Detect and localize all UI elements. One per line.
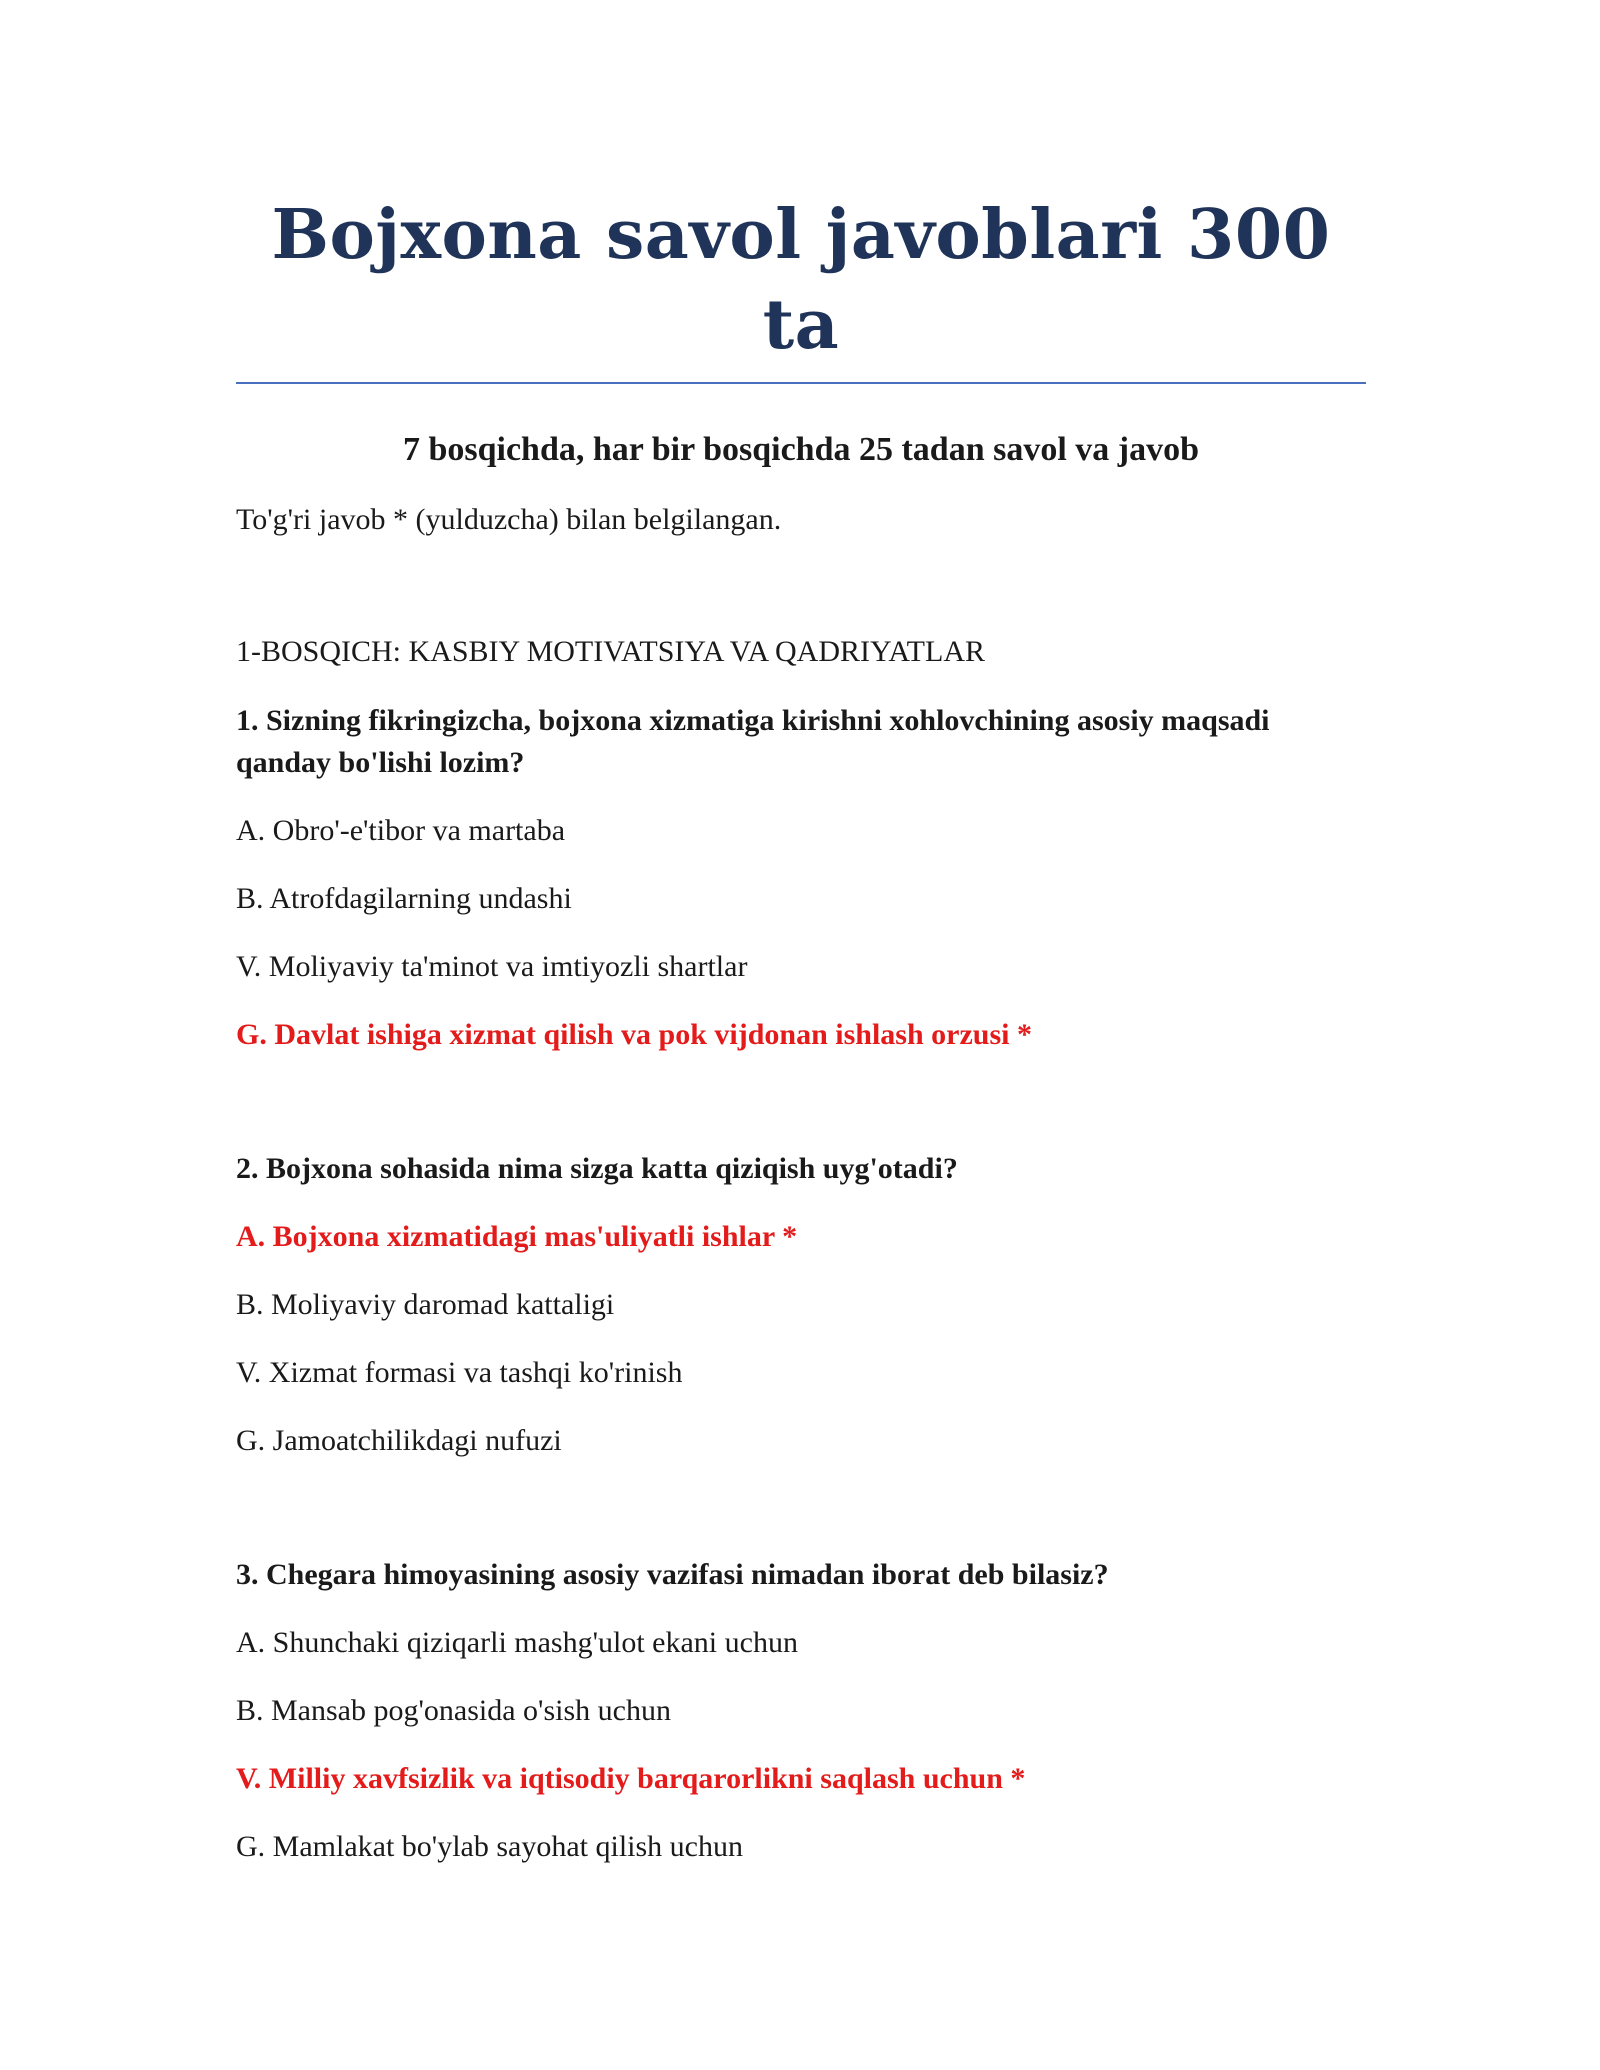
answer-option: B. Moliyaviy daromad kattaligi — [236, 1288, 615, 1321]
answer-option: B. Atrofdagilarning undashi — [236, 882, 572, 915]
answer-option: A. Obro'-e'tibor va martaba — [236, 814, 566, 847]
question-text: 2. Bojxona sohasida nima sizga katta qiziqish uyg'otadi? — [236, 1152, 958, 1185]
document-page — [236, 0, 1366, 1868]
answer-option: V. Moliyaviy ta'minot va imtiyozli shartlar — [236, 950, 748, 983]
correct-answer-option: G. Davlat ishiga xizmat qilish va pok vijdonan ishlash orzusi * — [236, 1018, 1032, 1051]
answer-option: G. Mamlakat bo'ylab sayohat qilish uchun — [236, 1830, 743, 1863]
question-text: 1. Sizning fikringizcha, bojxona xizmatiga kirishni xohlovchining asosiy maqsadi qanday bo'lishi lozim? — [236, 704, 1270, 779]
question-3 — [236, 1554, 1366, 1868]
answer-option: A. Shunchaki qiziqarli mashg'ulot ekani uchun — [236, 1626, 798, 1659]
section-heading: 1-BOSQICH: KASBIY MOTIVATSIYA VA QADRIYATLAR — [236, 635, 985, 668]
correct-answer-option: V. Milliy xavfsizlik va iqtisodiy barqarorlikni saqlash uchun * — [236, 1762, 1026, 1795]
document-title: Bojxona savol javoblari 300 ta — [271, 195, 1331, 365]
title-divider — [236, 382, 1366, 384]
answer-key-note: To'g'ri javob * (yulduzcha) bilan belgilangan. — [236, 503, 782, 536]
answer-option: B. Mansab pog'onasida o'sish uchun — [236, 1694, 671, 1727]
question-text: 3. Chegara himoyasining asosiy vazifasi nimadan iborat deb bilasiz? — [236, 1558, 1109, 1591]
answer-option: V. Xizmat formasi va tashqi ko'rinish — [236, 1356, 683, 1389]
question-1 — [236, 700, 1366, 1056]
correct-answer-option: A. Bojxona xizmatidagi mas'uliyatli ishlar * — [236, 1220, 798, 1253]
question-2 — [236, 1148, 1366, 1462]
document-subtitle: 7 bosqichda, har bir bosqichda 25 tadan savol va javob — [402, 431, 1200, 468]
answer-option: G. Jamoatchilikdagi nufuzi — [236, 1424, 562, 1457]
